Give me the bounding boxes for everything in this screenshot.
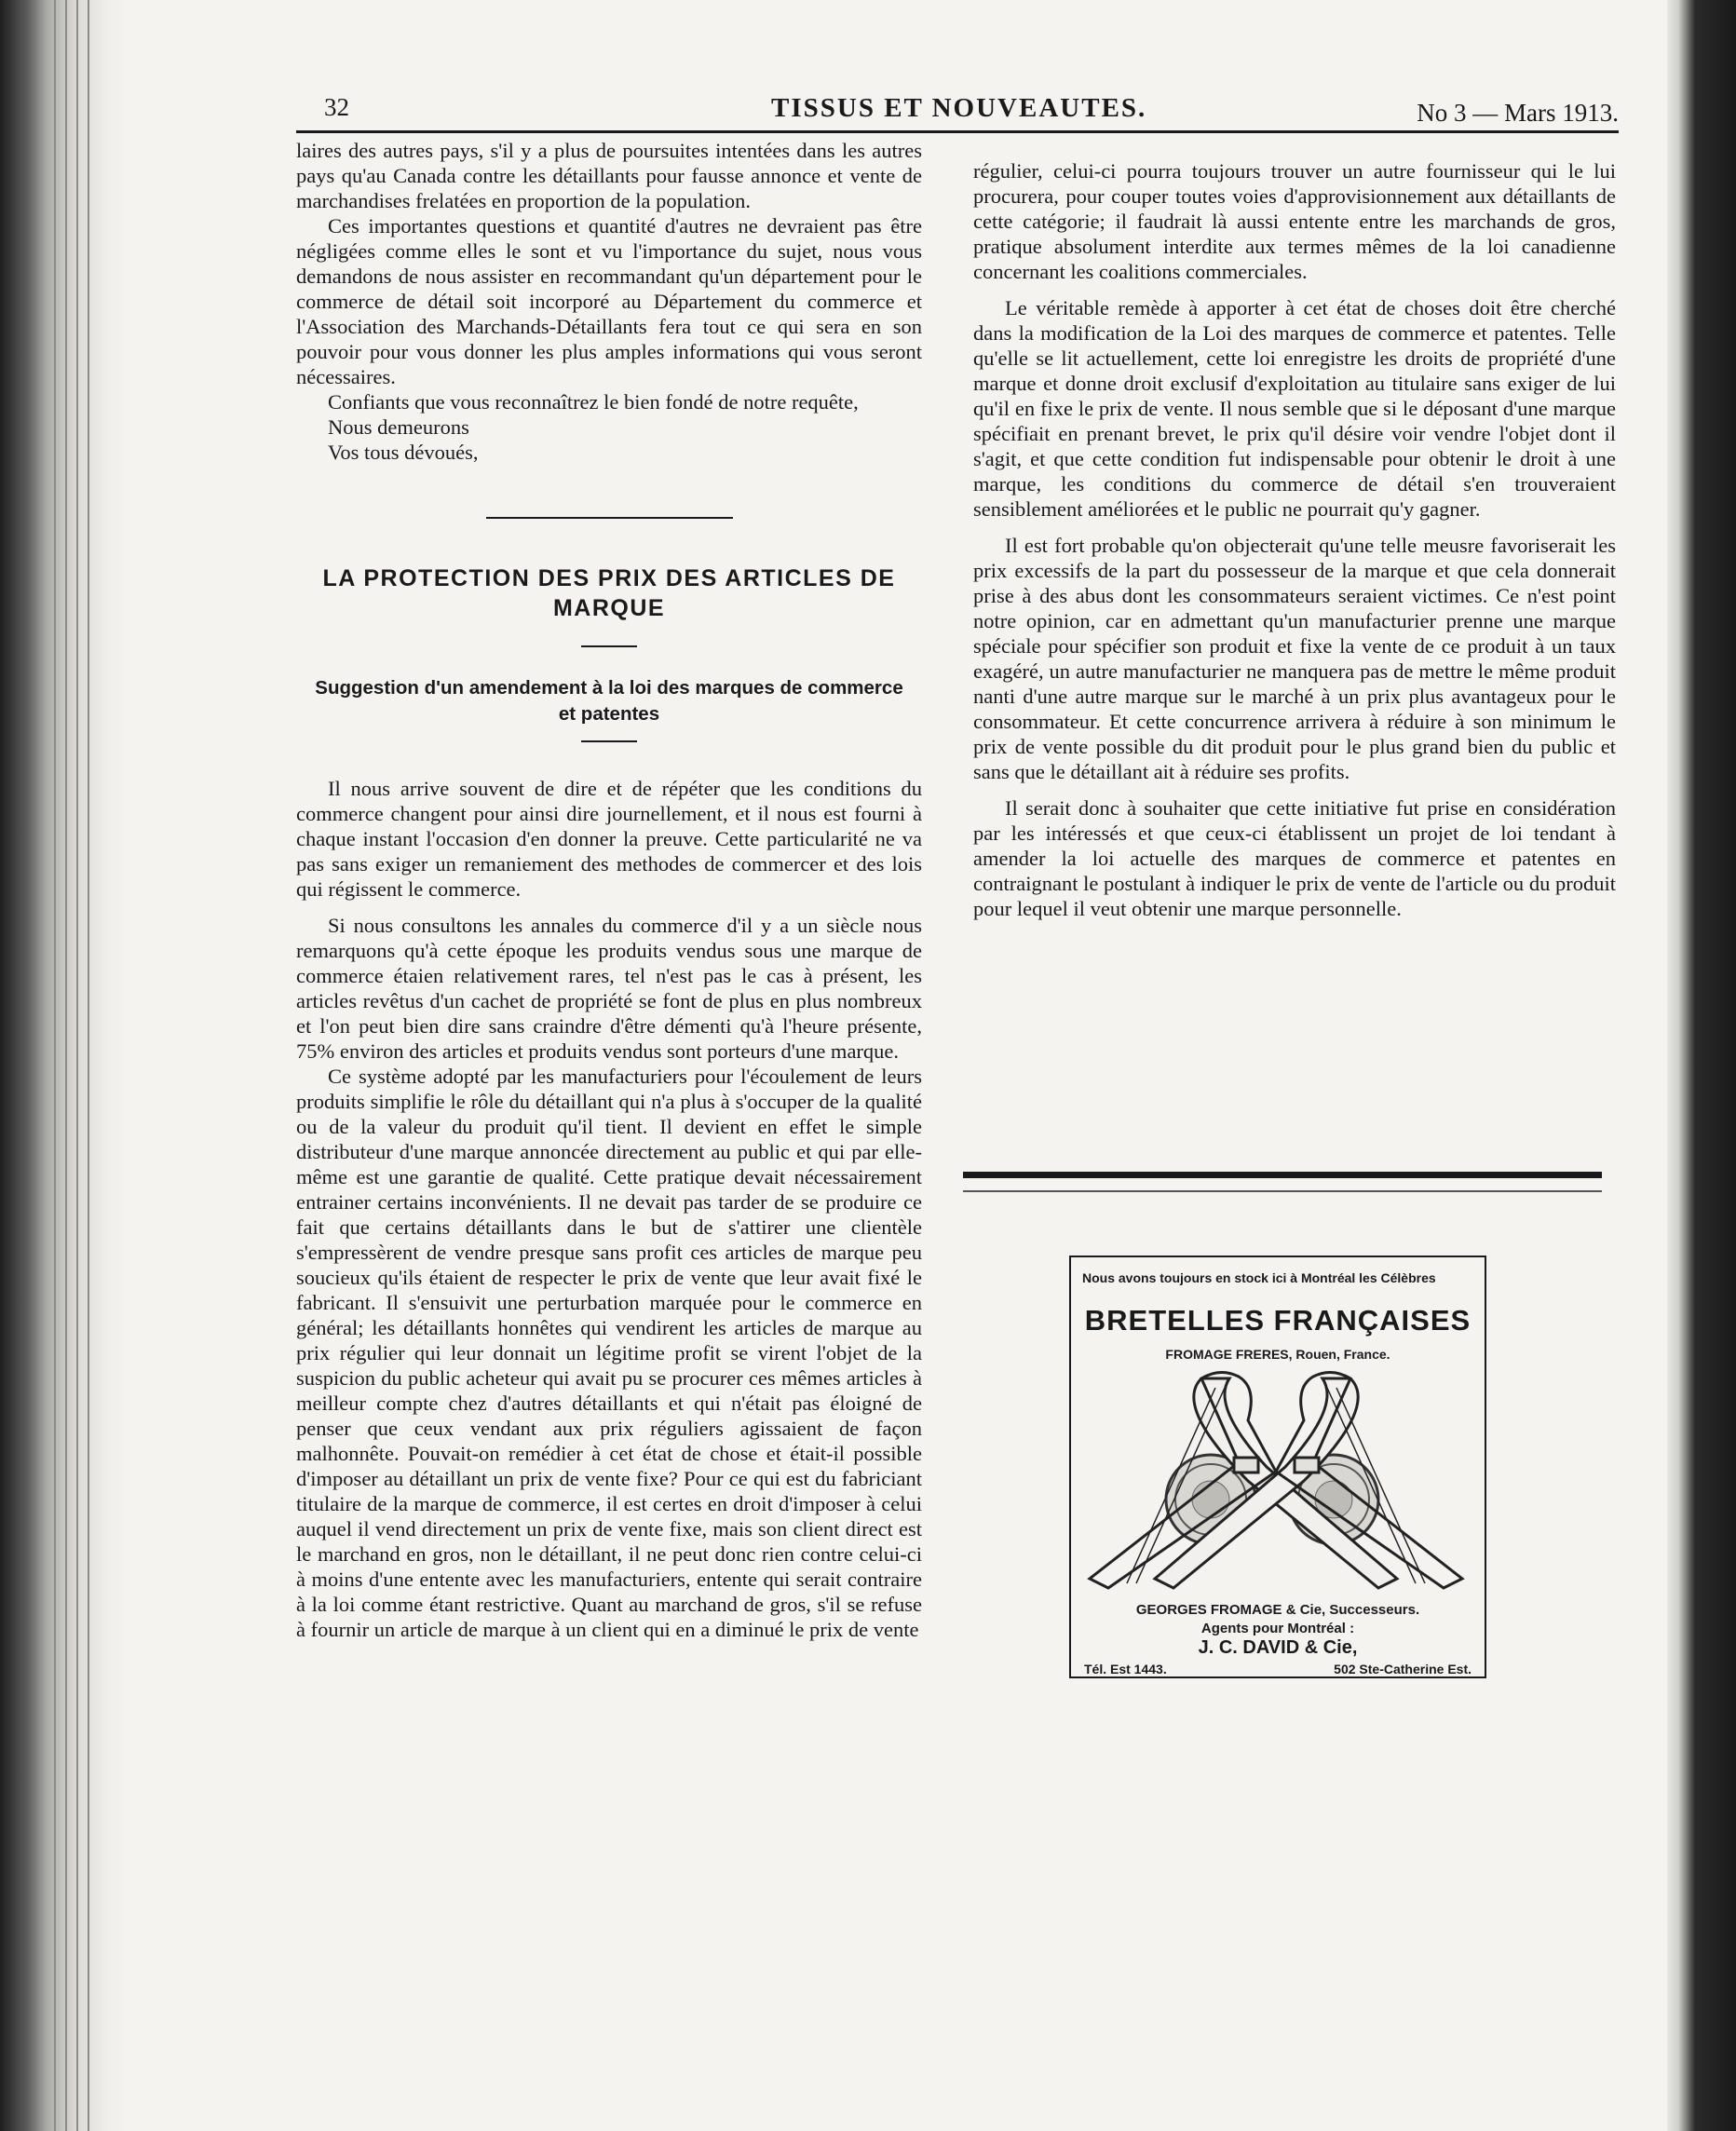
page-right-edge	[1667, 0, 1736, 2131]
page-number: 32	[324, 93, 349, 121]
ad-product-name: BRETELLES FRANÇAISES	[1084, 1304, 1472, 1337]
advertisement-box	[1069, 1256, 1486, 1678]
ad-intro: Nous avons toujours en stock ici à Montréal les Célèbres	[1082, 1270, 1436, 1285]
ad-agents-label: Agents pour Montréal :	[1200, 1621, 1355, 1636]
ad-separator-thin	[963, 1190, 1602, 1192]
left-column	[296, 138, 922, 1642]
article-paragraph: Il nous arrive souvent de dire et de répéter que les conditions du commerce changent pour ainsi dire journellement, et il nous est fourni à chaque instant l'occasion d'en donner la preuve. Cette particularité ne va pas sans exiger un remaniement des methodes de commercer et des lois qui régissent le commerce.	[296, 777, 922, 901]
article-paragraph: Il est fort probable qu'on objecterait qu'une telle meusre favoriserait les prix excessifs de la part du possesseur de la marque et que cela donnerait prise à des abus dont les consommateurs seraient victimes. Ce n'est point notre opinion, car en admettant qu'un manufacturier prenne une marque spéciale pour spécifier son produit et fixe la vente de ce produit à un taux exagéré, un autre manufacturier ne manquera pas de mettre le même produit nanti d'une autre marque sur le marché à un prix plus avantageux pour le consommateur. Et cette concurrence arrivera à réduire à son minimum le prix de vente possible du dit produit pour le plus grand bien du public et sans que le détaillant ait à réduire ses profits.	[973, 534, 1616, 783]
ad-maker: FROMAGE FRERES, Rouen, France.	[1165, 1347, 1390, 1362]
ad-address: 502 Ste-Catherine Est.	[1334, 1662, 1472, 1676]
letter-paragraph: Confiants que vous reconnaîtrez le bien fondé de notre requête,	[328, 390, 859, 414]
ad-phone: Tél. Est 1443.	[1084, 1662, 1167, 1676]
ad-successors: GEORGES FROMAGE & Cie, Successeurs.	[1135, 1602, 1420, 1618]
subtitle-rule	[581, 740, 637, 742]
running-header	[296, 93, 1619, 130]
ad-separator-thick	[963, 1172, 1602, 1178]
section-divider	[486, 517, 733, 519]
right-column	[973, 158, 1616, 921]
letter-paragraph: laires des autres pays, s'il y a plus de poursuites intentées dans les autres pays qu'au Canada contre les détaillants pour fausse annonce et vente de marchandises frelatées en proportion de la population.	[296, 139, 922, 212]
article-paragraph: Le véritable remède à apporter à cet état de choses doit être cherché dans la modification de la Loi des marques de commerce et patentes. Telle qu'elle se lit actuellement, cette loi enregistre les droits de propriété d'une marque et donne droit exclusif d'exploitation au titulaire sans exiger de lui qu'il en fixe le prix de vente. Il nous semble que si le déposant d'une marque spécifiait en prenant brevet, le prix qu'il désire voir vendre l'objet dont il s'agit, et que cette condition fut indispensable pour obtenir le droit à une marque, les conditions du commerce de détail s'en trouveraient sensiblement améliorées et le public ne pourrait qu'y gagner.	[973, 296, 1616, 521]
article-paragraph: régulier, celui-ci pourra toujours trouver un autre fournisseur qui le lui procurera, pour couper toutes voies d'approvisionnement aux détaillants de cette catégorie; il faudrait là aussi entente entre les marchands de gros, pratique absolument interdite aux termes mêmes de la loi canadienne concernant les coalitions commerciales.	[973, 159, 1616, 283]
article-paragraph: Il serait donc à souhaiter que cette initiative fut prise en considération par les intéressés et que ceux-ci établissent un projet de loi tendant à amender la loi actuelle des marques de commerce et patentes en contraignant le postulant à indiquer le prix de vente de l'article ou du produit pour lequel il veut obtenir une marque personnelle.	[973, 796, 1616, 920]
article-paragraph: Ce système adopté par les manufacturiers pour l'écoulement de leurs produits simplifie le rôle du détaillant qui n'a plus à s'occuper de la qualité ou de la valeur du produit qu'il tient. Il devient en effet le simple distributeur d'une marque annoncée directement au public et qui par elle-même est une garantie de qualité. Cette pratique devait nécessairement entrainer certains inconvénients. Il ne devait pas tarder de se produire ce fait que certains détaillants dans le but de s'attirer une clientèle s'empressèrent de vendre presque sans profit ces articles de marque peu soucieux qu'ils étaient de respecter le prix de vente que leur avait fixé le fabricant. Il s'ensuivit une perturbation marquée pour le commerce en général; les détaillants honnêtes qui vendirent les articles de marque au prix régulier qui leur donnait un légitime profit se virent l'objet de la suspicion du public acheteur qui avait pu se procurer ces mêmes articles à meilleur compte chez d'autres détaillants et qui n'était pas éloigné de penser que ceux vendant aux prix réguliers agissaient de façon malhonnête. Pouvait-on remédier à cet état de chose et était-il possible d'imposer au détaillant un prix de vente fixe? Pour ce qui est du fabriciant titulaire de la marque de commerce, il est certes en droit d'imposer à celui auquel il vend directement un prix de vente fixe, mais son client direct est le marchand en gros, non le détaillant, il ne peut donc rien contre celui-ci à moins d'une entente avec les manufacturiers, entente qui serait contraire à la loi comme étant restrictive. Quant au marchand de gros, s'il se refuse à fournir un article de marque à un client qui en a diminué le prix de vente	[296, 1065, 922, 1641]
title-rule	[581, 645, 637, 647]
suspenders-with-medals-illustration	[1071, 1369, 1485, 1597]
ad-contact-line	[1084, 1662, 1472, 1676]
letter-signature: Vos tous dévoués,	[328, 441, 479, 464]
ad-agent-name: J. C. DAVID & Cie,	[1198, 1637, 1358, 1658]
issue-date: No 3 — Mars 1913.	[1417, 99, 1619, 127]
suspender-strap-icon	[1090, 1372, 1462, 1588]
article-title: LA PROTECTION DES PRIX DES ARTICLES DE MARQUE	[322, 565, 896, 621]
article-subtitle: Suggestion d'un amendement à la loi des marques de commerce et patentes	[315, 677, 903, 725]
article-paragraph: Si nous consultons les annales du commerce d'il y a un siècle nous remarquons qu'à cette époque les produits vendus sous une marque de commerce étaien relativement rares, tel n'est pas le cas à présent, les articles revêtus d'un cachet de propriété se font de plus en plus nombreux et l'on peut bien dire sans craindre d'être démenti qu'à l'heure présente, 75% environ des articles et produits vendus sont porteurs d'une marque.	[296, 914, 922, 1063]
letter-paragraph: Ces importantes questions et quantité d'autres ne devraient pas être négligées comme elles le sont et vu l'importance du sujet, nous vous demandons de nous assister en recommandant qu'un département pour le commerce de détail soit incorporé au Département du commerce et l'Association des Marchands-Détaillants fera tout ce qui sera en son pouvoir pour vous donner les plus amples informations qui vous seront nécessaires.	[296, 214, 922, 388]
letter-closing: Nous demeurons	[328, 415, 469, 439]
header-rule	[296, 130, 1619, 133]
book-binding-gutter	[0, 0, 130, 2131]
publication-title: TISSUS ET NOUVEAUTES.	[771, 93, 1147, 123]
